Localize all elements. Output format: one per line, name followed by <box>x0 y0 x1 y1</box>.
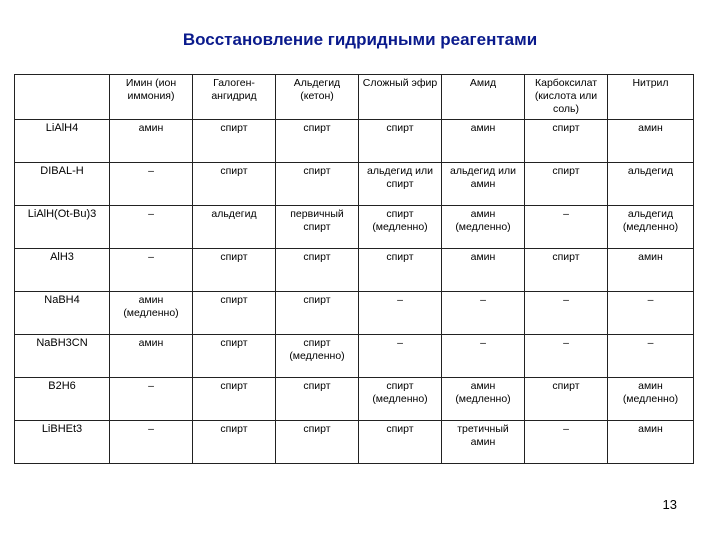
table-cell: спирт (медленно) <box>276 335 359 378</box>
table-cell: амин (медленно) <box>608 378 694 421</box>
page-title: Восстановление гидридными реагентами <box>182 30 538 49</box>
table-row <box>15 120 694 163</box>
table-cell: спирт <box>276 249 359 292</box>
table-cell: – <box>442 292 525 335</box>
reagent-name: LiBHEt3 <box>15 421 110 464</box>
reagents-table <box>14 74 694 464</box>
table-cell: спирт <box>276 163 359 206</box>
reagent-name: B2H6 <box>15 378 110 421</box>
reagent-name: LiAlH4 <box>15 120 110 163</box>
table-cell: первичный спирт <box>276 206 359 249</box>
table-cell: альдегид <box>193 206 276 249</box>
table-cell: третичный амин <box>442 421 525 464</box>
table-cell: – <box>110 163 193 206</box>
table-cell: – <box>359 292 442 335</box>
table-cell: альдегид <box>608 163 694 206</box>
table-cell: спирт <box>193 120 276 163</box>
column-header: Амид <box>442 75 525 120</box>
table-cell: спирт <box>525 378 608 421</box>
table-cell: альдегид (медленно) <box>608 206 694 249</box>
table-cell: спирт <box>276 292 359 335</box>
table-cell: альдегид или амин <box>442 163 525 206</box>
page-number: 13 <box>662 497 677 512</box>
table-header-row <box>15 75 694 120</box>
table-cell: спирт <box>193 421 276 464</box>
table-cell: – <box>525 421 608 464</box>
column-header: Имин (ион иммония) <box>110 75 193 120</box>
table-cell: спирт (медленно) <box>359 206 442 249</box>
table-cell: спирт <box>359 249 442 292</box>
table-row <box>15 292 694 335</box>
column-header: Сложный эфир <box>359 75 442 120</box>
reagent-name: AlH3 <box>15 249 110 292</box>
reagent-name: NaBH3CN <box>15 335 110 378</box>
table-cell: – <box>359 335 442 378</box>
column-header: Нитрил <box>608 75 694 120</box>
table-cell: амин <box>608 120 694 163</box>
column-header <box>15 75 110 120</box>
reagent-name: DIBAL-H <box>15 163 110 206</box>
table-cell: – <box>525 206 608 249</box>
table-cell: амин <box>110 335 193 378</box>
table-row <box>15 378 694 421</box>
table-cell: спирт <box>276 421 359 464</box>
table-cell: спирт <box>525 120 608 163</box>
table-cell: спирт <box>359 421 442 464</box>
table-cell: амин <box>608 421 694 464</box>
table-cell: – <box>525 335 608 378</box>
table-cell: альдегид или спирт <box>359 163 442 206</box>
table-cell: спирт <box>359 120 442 163</box>
table-cell: спирт (медленно) <box>359 378 442 421</box>
table-cell: амин (медленно) <box>442 206 525 249</box>
table-cell: – <box>608 335 694 378</box>
table-row <box>15 206 694 249</box>
table-cell: спирт <box>276 120 359 163</box>
table-cell: амин <box>110 120 193 163</box>
table-cell: амин <box>442 249 525 292</box>
reagent-name: NaBH4 <box>15 292 110 335</box>
table-cell: спирт <box>525 163 608 206</box>
table-cell: спирт <box>193 249 276 292</box>
table-cell: – <box>525 292 608 335</box>
table-cell: – <box>110 378 193 421</box>
column-header: Альдегид (кетон) <box>276 75 359 120</box>
table-row <box>15 163 694 206</box>
table-cell: спирт <box>193 163 276 206</box>
table-cell: спирт <box>276 378 359 421</box>
table-cell: спирт <box>193 292 276 335</box>
table-cell: амин (медленно) <box>442 378 525 421</box>
table-cell: амин <box>442 120 525 163</box>
table-cell: спирт <box>193 378 276 421</box>
column-header: Галоген-ангидрид <box>193 75 276 120</box>
reagent-name: LiAlH(Ot-Bu)3 <box>15 206 110 249</box>
table-row <box>15 335 694 378</box>
table-cell: – <box>608 292 694 335</box>
table-cell: спирт <box>525 249 608 292</box>
table-cell: – <box>442 335 525 378</box>
table-cell: – <box>110 206 193 249</box>
table-cell: – <box>110 421 193 464</box>
table-cell: спирт <box>193 335 276 378</box>
table-cell: – <box>110 249 193 292</box>
table-row <box>15 421 694 464</box>
table-cell: амин <box>608 249 694 292</box>
table-row <box>15 249 694 292</box>
column-header: Карбоксилат (кислота или соль) <box>525 75 608 120</box>
table-cell: амин (медленно) <box>110 292 193 335</box>
